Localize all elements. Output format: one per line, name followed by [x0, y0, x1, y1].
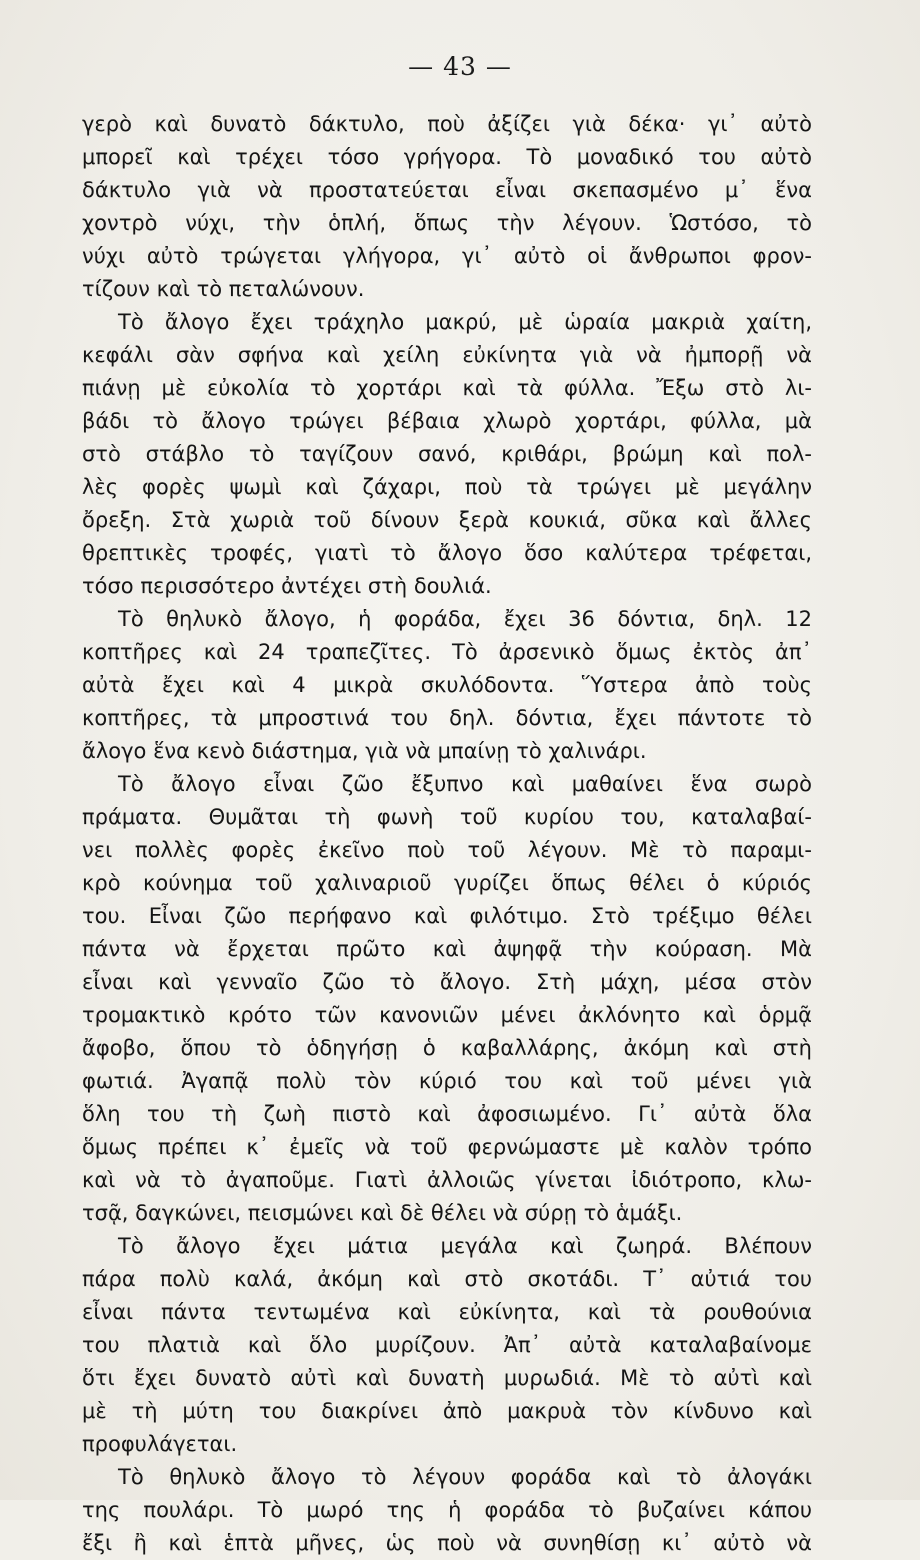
- text-line: κοπτῆρες καὶ 24 τραπεζῖτες. Τὸ ἀρσενικὸ ὅμως ἐκτὸς ἀπ᾿: [82, 640, 812, 664]
- text-line: Τὸ ἄλογο ἔχει τράχηλο μακρύ, μὲ ὡραία μακριὰ χαίτη,: [118, 310, 812, 334]
- text-line: πάρα πολὺ καλά, ἀκόμη καὶ στὸ σκοτάδι. Τ᾿ αὐτιά του: [82, 1267, 812, 1291]
- text-line: εἶναι πάντα τεντωμένα καὶ εὐκίνητα, καὶ τὰ ρουθούνια: [82, 1300, 812, 1324]
- text-line: βάδι τὸ ἄλογο τρώγει βέβαια χλωρὸ χορτάρι, φύλλα, μὰ: [82, 409, 812, 433]
- text-line: του. Εἶναι ζῶο περήφανο καὶ φιλότιμο. Στὸ τρέξιμο θέλει: [82, 904, 812, 928]
- body-text: [82, 108, 812, 1560]
- text-line: πάντα νὰ ἔρχεται πρῶτο καὶ ἀψηφᾷ τὴν κούραση. Μὰ: [82, 937, 812, 961]
- text-line: χοντρὸ νύχι, τὴν ὁπλή, ὅπως τὴν λέγουν. Ὡστόσο, τὸ: [82, 211, 812, 235]
- text-line: τίζουν καὶ τὸ πεταλώνουν.: [82, 277, 365, 301]
- text-line: Τὸ ἄλογο εἶναι ζῶο ἔξυπνο καὶ μαθαίνει ἕνα σωρὸ: [118, 772, 812, 796]
- text-line: τρομακτικὸ κρότο τῶν κανονιῶν μένει ἀκλόνητο καὶ ὁρμᾷ: [82, 1003, 812, 1027]
- text-line: του πλατιὰ καὶ ὅλο μυρίζουν. Ἀπ᾿ αὐτὰ καταλαβαίνομε: [82, 1333, 812, 1357]
- text-line: κρὸ κούνημα τοῦ χαλιναριοῦ γυρίζει ὅπως θέλει ὁ κύριός: [82, 871, 812, 895]
- text-line: ἄφοβο, ὅπου τὸ ὁδηγήσῃ ὁ καβαλλάρης, ἀκόμη καὶ στὴ: [82, 1036, 812, 1060]
- text-line: γερὸ καὶ δυνατὸ δάκτυλο, ποὺ ἀξίζει γιὰ δέκα· γι᾿ αὐτὸ: [82, 112, 812, 136]
- text-line: καὶ νὰ τὸ ἀγαποῦμε. Γιατὶ ἀλλοιῶς γίνεται ἰδιότροπο, κλω-: [82, 1168, 812, 1192]
- text-line: αὐτὰ ἔχει καὶ 4 μικρὰ σκυλόδοντα. Ὕστερα ἀπὸ τοὺς: [82, 673, 812, 697]
- text-line: τόσο περισσότερο ἀντέχει στὴ δουλιά.: [82, 574, 492, 598]
- page-number: — 43 —: [408, 52, 512, 81]
- text-line: Τὸ θηλυκὸ ἄλογο τὸ λέγουν φοράδα καὶ τὸ ἀλογάκι: [118, 1465, 812, 1489]
- text-line: φωτιά. Ἀγαπᾷ πολὺ τὸν κύριό του καὶ τοῦ μένει γιὰ: [82, 1069, 812, 1093]
- text-line: ὅλη του τὴ ζωὴ πιστὸ καὶ ἀφοσιωμένο. Γι᾿ αὐτὰ ὅλα: [82, 1102, 812, 1126]
- text-line: Τὸ θηλυκὸ ἄλογο, ἡ φοράδα, ἔχει 36 δόντια, δηλ. 12: [118, 607, 812, 631]
- text-line: πράματα. Θυμᾶται τὴ φωνὴ τοῦ κυρίου του, καταλαβαί-: [82, 805, 812, 829]
- text-line: κεφάλι σὰν σφήνα καὶ χείλη εὐκίνητα γιὰ νὰ ἠμπορῇ νὰ: [82, 343, 812, 367]
- text-line: της πουλάρι. Τὸ μωρό της ἡ φοράδα τὸ βυζαίνει κάπου: [82, 1498, 812, 1522]
- text-line: στὸ στάβλο τὸ ταγίζουν σανό, κριθάρι, βρώμη καὶ πολ-: [82, 442, 812, 466]
- text-line: μὲ τὴ μύτη του διακρίνει ἀπὸ μακρυὰ τὸν κίνδυνο καὶ: [82, 1399, 812, 1423]
- text-line: ὄρεξη. Στὰ χωριὰ τοῦ δίνουν ξερὰ κουκιά, σῦκα καὶ ἄλλες: [82, 508, 812, 532]
- text-line: προφυλάγεται.: [82, 1432, 238, 1456]
- text-line: κοπτῆρες, τὰ μπροστινά του δηλ. δόντια, ἔχει πάντοτε τὸ: [82, 706, 812, 730]
- text-line: πιάνῃ μὲ εὐκολία τὸ χορτάρι καὶ τὰ φύλλα. Ἔξω στὸ λι-: [82, 376, 812, 400]
- text-line: Τὸ ἄλογο ἔχει μάτια μεγάλα καὶ ζωηρά. Βλέπουν: [118, 1234, 812, 1258]
- text-line: εἶναι καὶ γενναῖο ζῶο τὸ ἄλογο. Στὴ μάχη, μέσα στὸν: [82, 970, 812, 994]
- text-line: ὅτι ἔχει δυνατὸ αὐτὶ καὶ δυνατὴ μυρωδιά. Μὲ τὸ αὐτὶ καὶ: [82, 1366, 812, 1390]
- text-line: μπορεῖ καὶ τρέχει τόσο γρήγορα. Τὸ μοναδικό του αὐτὸ: [82, 145, 812, 169]
- text-line: ὅμως πρέπει κ᾿ ἐμεῖς νὰ τοῦ φερνώμαστε μὲ καλὸν τρόπο: [82, 1135, 812, 1159]
- text-line: λὲς φορὲς ψωμὶ καὶ ζάχαρι, ποὺ τὰ τρώγει μὲ μεγάλην: [82, 475, 812, 499]
- text-line: θρεπτικὲς τροφές, γιατὶ τὸ ἄλογο ὅσο καλύτερα τρέφεται,: [82, 541, 812, 565]
- text-line: ἔξι ἢ καὶ ἑπτὰ μῆνες, ὡς ποὺ νὰ συνηθίσῃ κι᾿ αὐτὸ νὰ: [82, 1531, 812, 1555]
- text-line: νει πολλὲς φορὲς ἐκεῖνο ποὺ τοῦ λέγουν. Μὲ τὸ παραμι-: [82, 838, 812, 862]
- text-line: νύχι αὐτὸ τρώγεται γλήγορα, γι᾿ αὐτὸ οἱ ἄνθρωποι φρον-: [82, 244, 812, 268]
- text-line: τσᾷ, δαγκώνει, πεισμώνει καὶ δὲ θέλει νὰ σύρῃ τὸ ἁμάξι.: [82, 1201, 683, 1225]
- text-line: ἄλογο ἕνα κενὸ διάστημα, γιὰ νὰ μπαίνῃ τὸ χαλινάρι.: [82, 739, 647, 763]
- text-line: δάκτυλο γιὰ νὰ προστατεύεται εἶναι σκεπασμένο μ᾿ ἕνα: [82, 178, 812, 202]
